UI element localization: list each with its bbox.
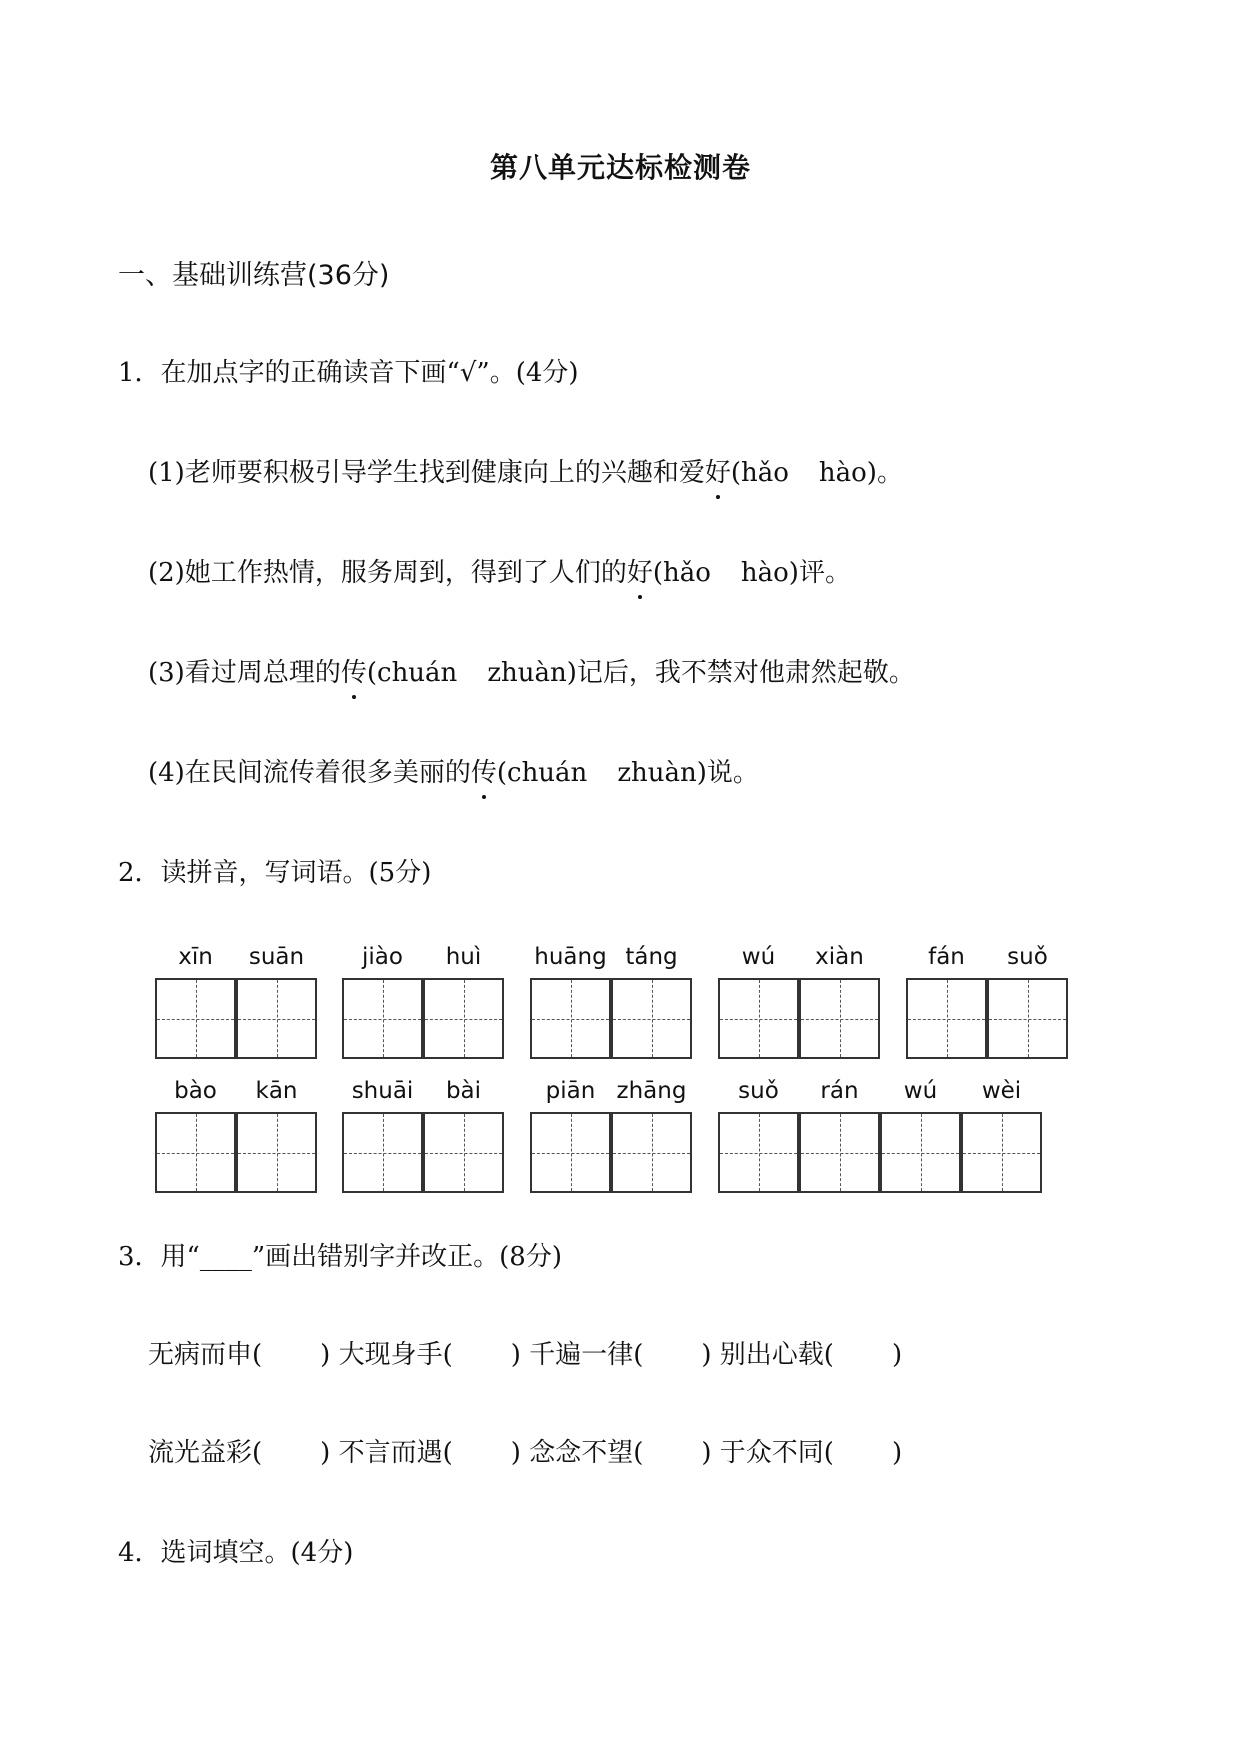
writing-box[interactable] bbox=[236, 1112, 317, 1193]
paren-open: ( bbox=[633, 1340, 644, 1370]
pinyin-syllable: kān bbox=[255, 1078, 298, 1104]
item-text-end: 说。 bbox=[706, 758, 759, 788]
writing-box[interactable] bbox=[961, 1112, 1042, 1193]
writing-box[interactable] bbox=[342, 978, 423, 1059]
pinyin-syllable: wèi bbox=[981, 1078, 1022, 1104]
writing-box[interactable] bbox=[342, 1112, 423, 1193]
idiom: 千遍一律 bbox=[529, 1340, 634, 1370]
writing-box[interactable] bbox=[718, 1112, 799, 1193]
pinyin-syllable: suǒ bbox=[738, 1078, 779, 1104]
pinyin-syllable: xiàn bbox=[815, 944, 864, 970]
pinyin-syllable: wú bbox=[903, 1078, 938, 1104]
item-text: (4)在民间流传着很多美丽的 bbox=[148, 758, 471, 788]
q3-title-post: ”画出错别字并改正。(8分) bbox=[251, 1242, 562, 1272]
paren-close: ) bbox=[701, 1438, 712, 1468]
question-1-item-3 bbox=[148, 652, 915, 689]
pinyin-syllable: xīn bbox=[178, 944, 213, 970]
pinyin-syllable: zhāng bbox=[616, 1078, 687, 1104]
pinyin-syllable: suǒ bbox=[1007, 944, 1048, 970]
option-2: zhuàn) bbox=[617, 758, 707, 788]
question-2-title: 2．读拼音，写词语。(5分) bbox=[118, 858, 432, 888]
paren-close: ) bbox=[320, 1438, 331, 1468]
writing-box[interactable] bbox=[423, 978, 504, 1059]
pinyin-syllable: jiào bbox=[362, 944, 403, 970]
writing-box[interactable] bbox=[236, 978, 317, 1059]
item-text-end: 评。 bbox=[798, 558, 851, 588]
option-1: (chuán bbox=[366, 658, 458, 688]
question-1-title: 1．在加点字的正确读音下画“√”。(4分) bbox=[118, 358, 579, 388]
paren-open: ( bbox=[823, 1340, 834, 1370]
item-text: (2)她工作热情，服务周到，得到了人们的 bbox=[148, 558, 627, 588]
writing-box[interactable] bbox=[423, 1112, 504, 1193]
writing-box[interactable] bbox=[611, 1112, 692, 1193]
dotted-char: 传 bbox=[471, 752, 497, 789]
paren-close: ) bbox=[510, 1438, 521, 1468]
paren-open: ( bbox=[823, 1438, 834, 1468]
writing-box[interactable] bbox=[718, 978, 799, 1059]
option-2: hào) bbox=[818, 458, 877, 488]
pinyin-syllable: huāng bbox=[534, 944, 607, 970]
question-1-item-4 bbox=[148, 752, 759, 789]
writing-box[interactable] bbox=[611, 978, 692, 1059]
idiom: 别出心载 bbox=[719, 1340, 824, 1370]
writing-box[interactable] bbox=[799, 1112, 880, 1193]
question-3-title bbox=[118, 1236, 562, 1273]
pinyin-syllable: shuāi bbox=[351, 1078, 414, 1104]
paren-close: ) bbox=[701, 1340, 712, 1370]
question-4-title: 4．选词填空。(4分) bbox=[118, 1538, 354, 1568]
pinyin-syllable: bào bbox=[174, 1078, 217, 1104]
page-title: 第八单元达标检测卷 bbox=[489, 151, 751, 184]
pinyin-syllable: táng bbox=[625, 944, 678, 970]
paren-close: ) bbox=[891, 1438, 903, 1468]
idiom: 流光益彩 bbox=[148, 1438, 253, 1468]
pinyin-syllable: fán bbox=[928, 944, 965, 970]
pinyin-syllable: rán bbox=[820, 1078, 859, 1104]
q3-title-blank: ____ bbox=[199, 1242, 252, 1272]
section-heading: 一、基础训练营(36分) bbox=[118, 260, 390, 291]
writing-box[interactable] bbox=[906, 978, 987, 1059]
writing-box[interactable] bbox=[155, 1112, 236, 1193]
pinyin-syllable: huì bbox=[445, 944, 482, 970]
paren-close: ) bbox=[510, 1340, 521, 1370]
paren-close: ) bbox=[891, 1340, 903, 1370]
item-text: (1)老师要积极引导学生找到健康向上的兴趣和爱 bbox=[148, 458, 705, 488]
paren-open: ( bbox=[633, 1438, 644, 1468]
paren-close: ) bbox=[320, 1340, 331, 1370]
paren-open: ( bbox=[252, 1340, 263, 1370]
question-1-item-2 bbox=[148, 552, 851, 589]
writing-box[interactable] bbox=[799, 978, 880, 1059]
idiom: 念念不望 bbox=[529, 1438, 634, 1468]
question-1-item-1 bbox=[148, 452, 903, 489]
writing-box[interactable] bbox=[530, 978, 611, 1059]
idiom-row-2 bbox=[148, 1432, 902, 1469]
option-1: (chuán bbox=[496, 758, 588, 788]
option-2: zhuàn) bbox=[487, 658, 577, 688]
item-text-end: 。 bbox=[876, 458, 903, 488]
idiom: 无病而申 bbox=[148, 1340, 253, 1370]
writing-box[interactable] bbox=[987, 978, 1068, 1059]
pinyin-syllable: wú bbox=[741, 944, 776, 970]
dotted-char: 好 bbox=[627, 552, 653, 589]
option-2: hào) bbox=[740, 558, 799, 588]
q3-title-pre: 3．用“ bbox=[118, 1242, 200, 1272]
paren-open: ( bbox=[442, 1438, 453, 1468]
item-text: (3)看过周总理的 bbox=[148, 658, 341, 688]
idiom: 于众不同 bbox=[719, 1438, 824, 1468]
option-1: (hǎo bbox=[652, 558, 711, 588]
dotted-char: 传 bbox=[341, 652, 367, 689]
paren-open: ( bbox=[442, 1340, 453, 1370]
idiom-row-1 bbox=[148, 1334, 902, 1371]
pinyin-syllable: suān bbox=[248, 944, 305, 970]
idiom: 不言而遇 bbox=[338, 1438, 443, 1468]
writing-box[interactable] bbox=[155, 978, 236, 1059]
writing-box[interactable] bbox=[530, 1112, 611, 1193]
paren-open: ( bbox=[252, 1438, 263, 1468]
idiom: 大现身手 bbox=[338, 1340, 443, 1370]
pinyin-syllable: piān bbox=[545, 1078, 596, 1104]
pinyin-syllable: bài bbox=[445, 1078, 482, 1104]
option-1: (hǎo bbox=[730, 458, 789, 488]
item-text-end: 记后，我不禁对他肃然起敬。 bbox=[576, 658, 915, 688]
dotted-char: 好 bbox=[705, 452, 731, 489]
writing-box[interactable] bbox=[880, 1112, 961, 1193]
